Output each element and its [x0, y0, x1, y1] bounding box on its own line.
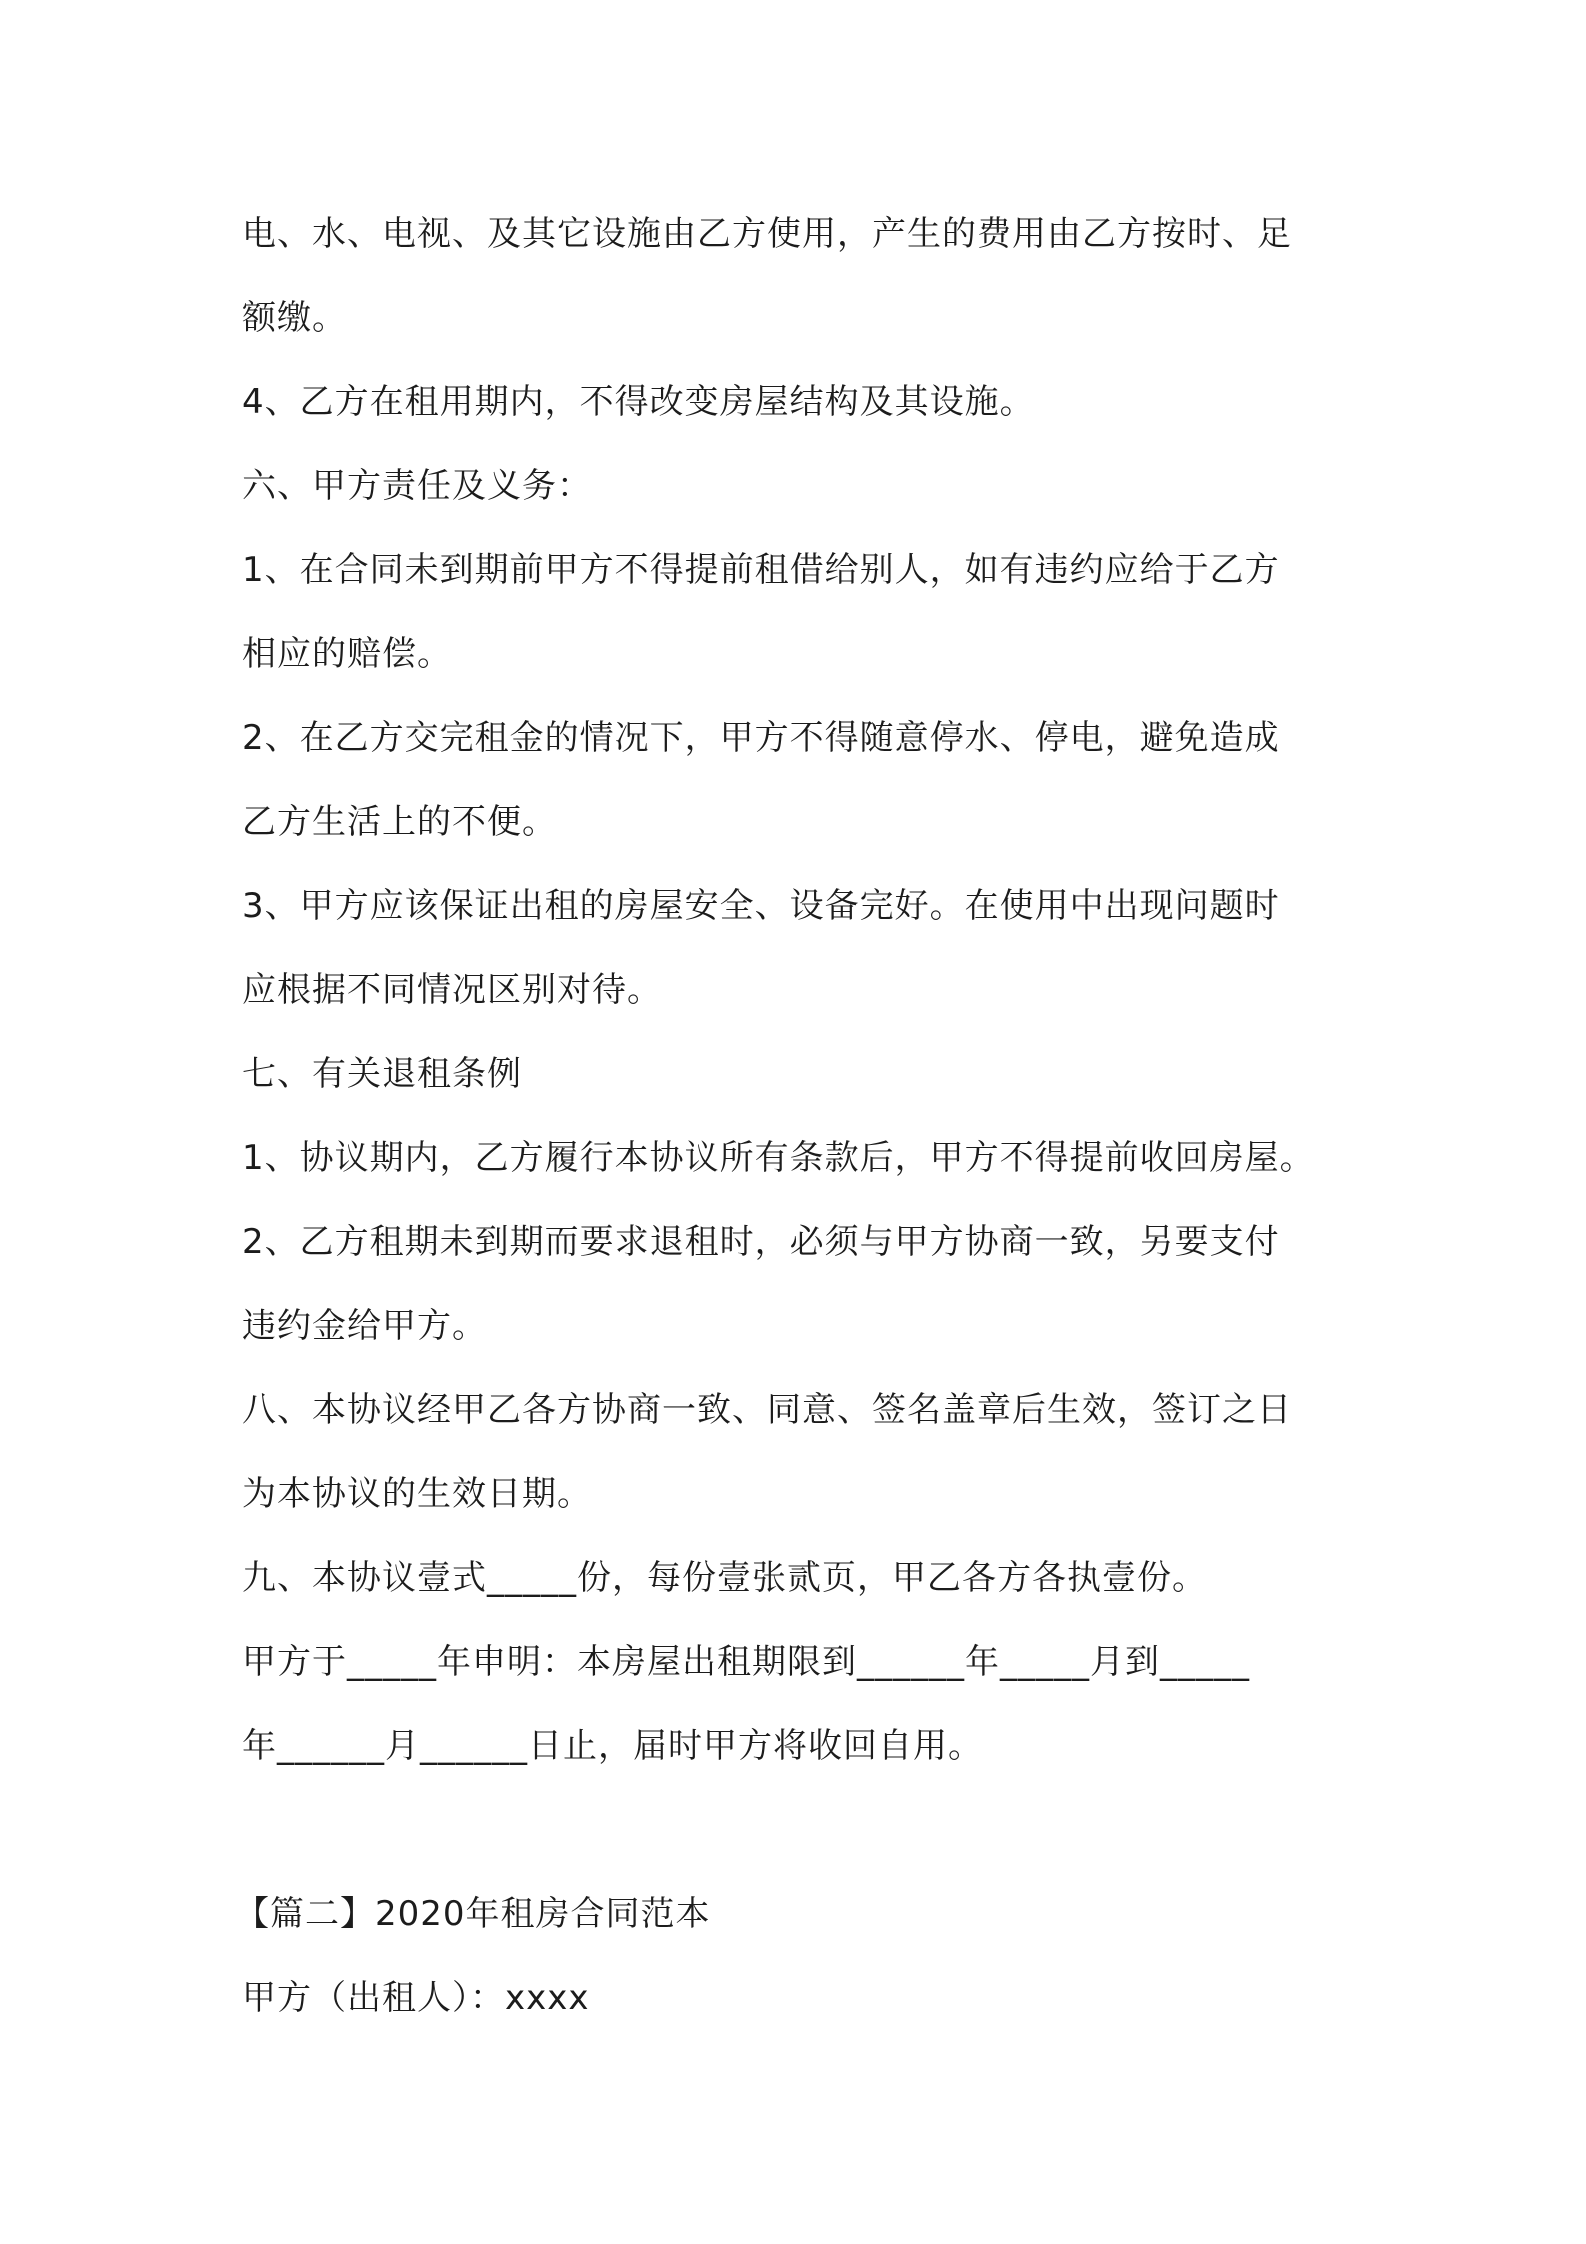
section-heading-seven: 七、有关退租条例: [242, 1054, 522, 1094]
paragraph-line: 相应的赔偿。: [242, 634, 452, 674]
paragraph-line: 甲方于_____年申明：本房屋出租期限到______年_____月到_____: [242, 1642, 1250, 1682]
paragraph-line: 2、在乙方交完租金的情况下，甲方不得随意停水、停电，避免造成: [242, 718, 1280, 758]
blank-line: [242, 1788, 1372, 1872]
paragraph-line: 1、在合同未到期前甲方不得提前租借给别人，如有违约应给于乙方: [242, 550, 1280, 590]
paragraph-line: 电、水、电视、及其它设施由乙方使用，产生的费用由乙方按时、足: [242, 214, 1292, 254]
paragraph-line: 额缴。: [242, 298, 347, 338]
section-heading-nine: 九、本协议壹式_____份，每份壹张贰页，甲乙各方各执壹份。: [242, 1558, 1207, 1598]
paragraph-line: 2、乙方租期未到期而要求退租时，必须与甲方协商一致，另要支付: [242, 1222, 1280, 1262]
paragraph-line: 乙方生活上的不便。: [242, 802, 557, 842]
paragraph-line: 4、乙方在租用期内，不得改变房屋结构及其设施。: [242, 382, 1035, 422]
section-heading-six: 六、甲方责任及义务：: [242, 466, 592, 506]
paragraph-line: 应根据不同情况区别对待。: [242, 970, 662, 1010]
section-heading-eight: 八、本协议经甲乙各方协商一致、同意、签名盖章后生效，签订之日: [242, 1390, 1292, 1430]
contract-text: [235, 192, 1372, 2040]
paragraph-line: 年______月______日止，届时甲方将收回自用。: [242, 1726, 983, 1766]
party-a-line: 甲方（出租人）：xxxx: [242, 1978, 590, 2018]
paragraph-line: 3、甲方应该保证出租的房屋安全、设备完好。在使用中出现问题时: [242, 886, 1280, 926]
paragraph-line: 1、协议期内，乙方履行本协议所有条款后，甲方不得提前收回房屋。: [242, 1138, 1315, 1178]
section-heading-part-two: 【篇二】2020年租房合同范本: [235, 1894, 711, 1934]
paragraph-line: 为本协议的生效日期。: [242, 1474, 592, 1514]
paragraph-line: 违约金给甲方。: [242, 1306, 487, 1346]
